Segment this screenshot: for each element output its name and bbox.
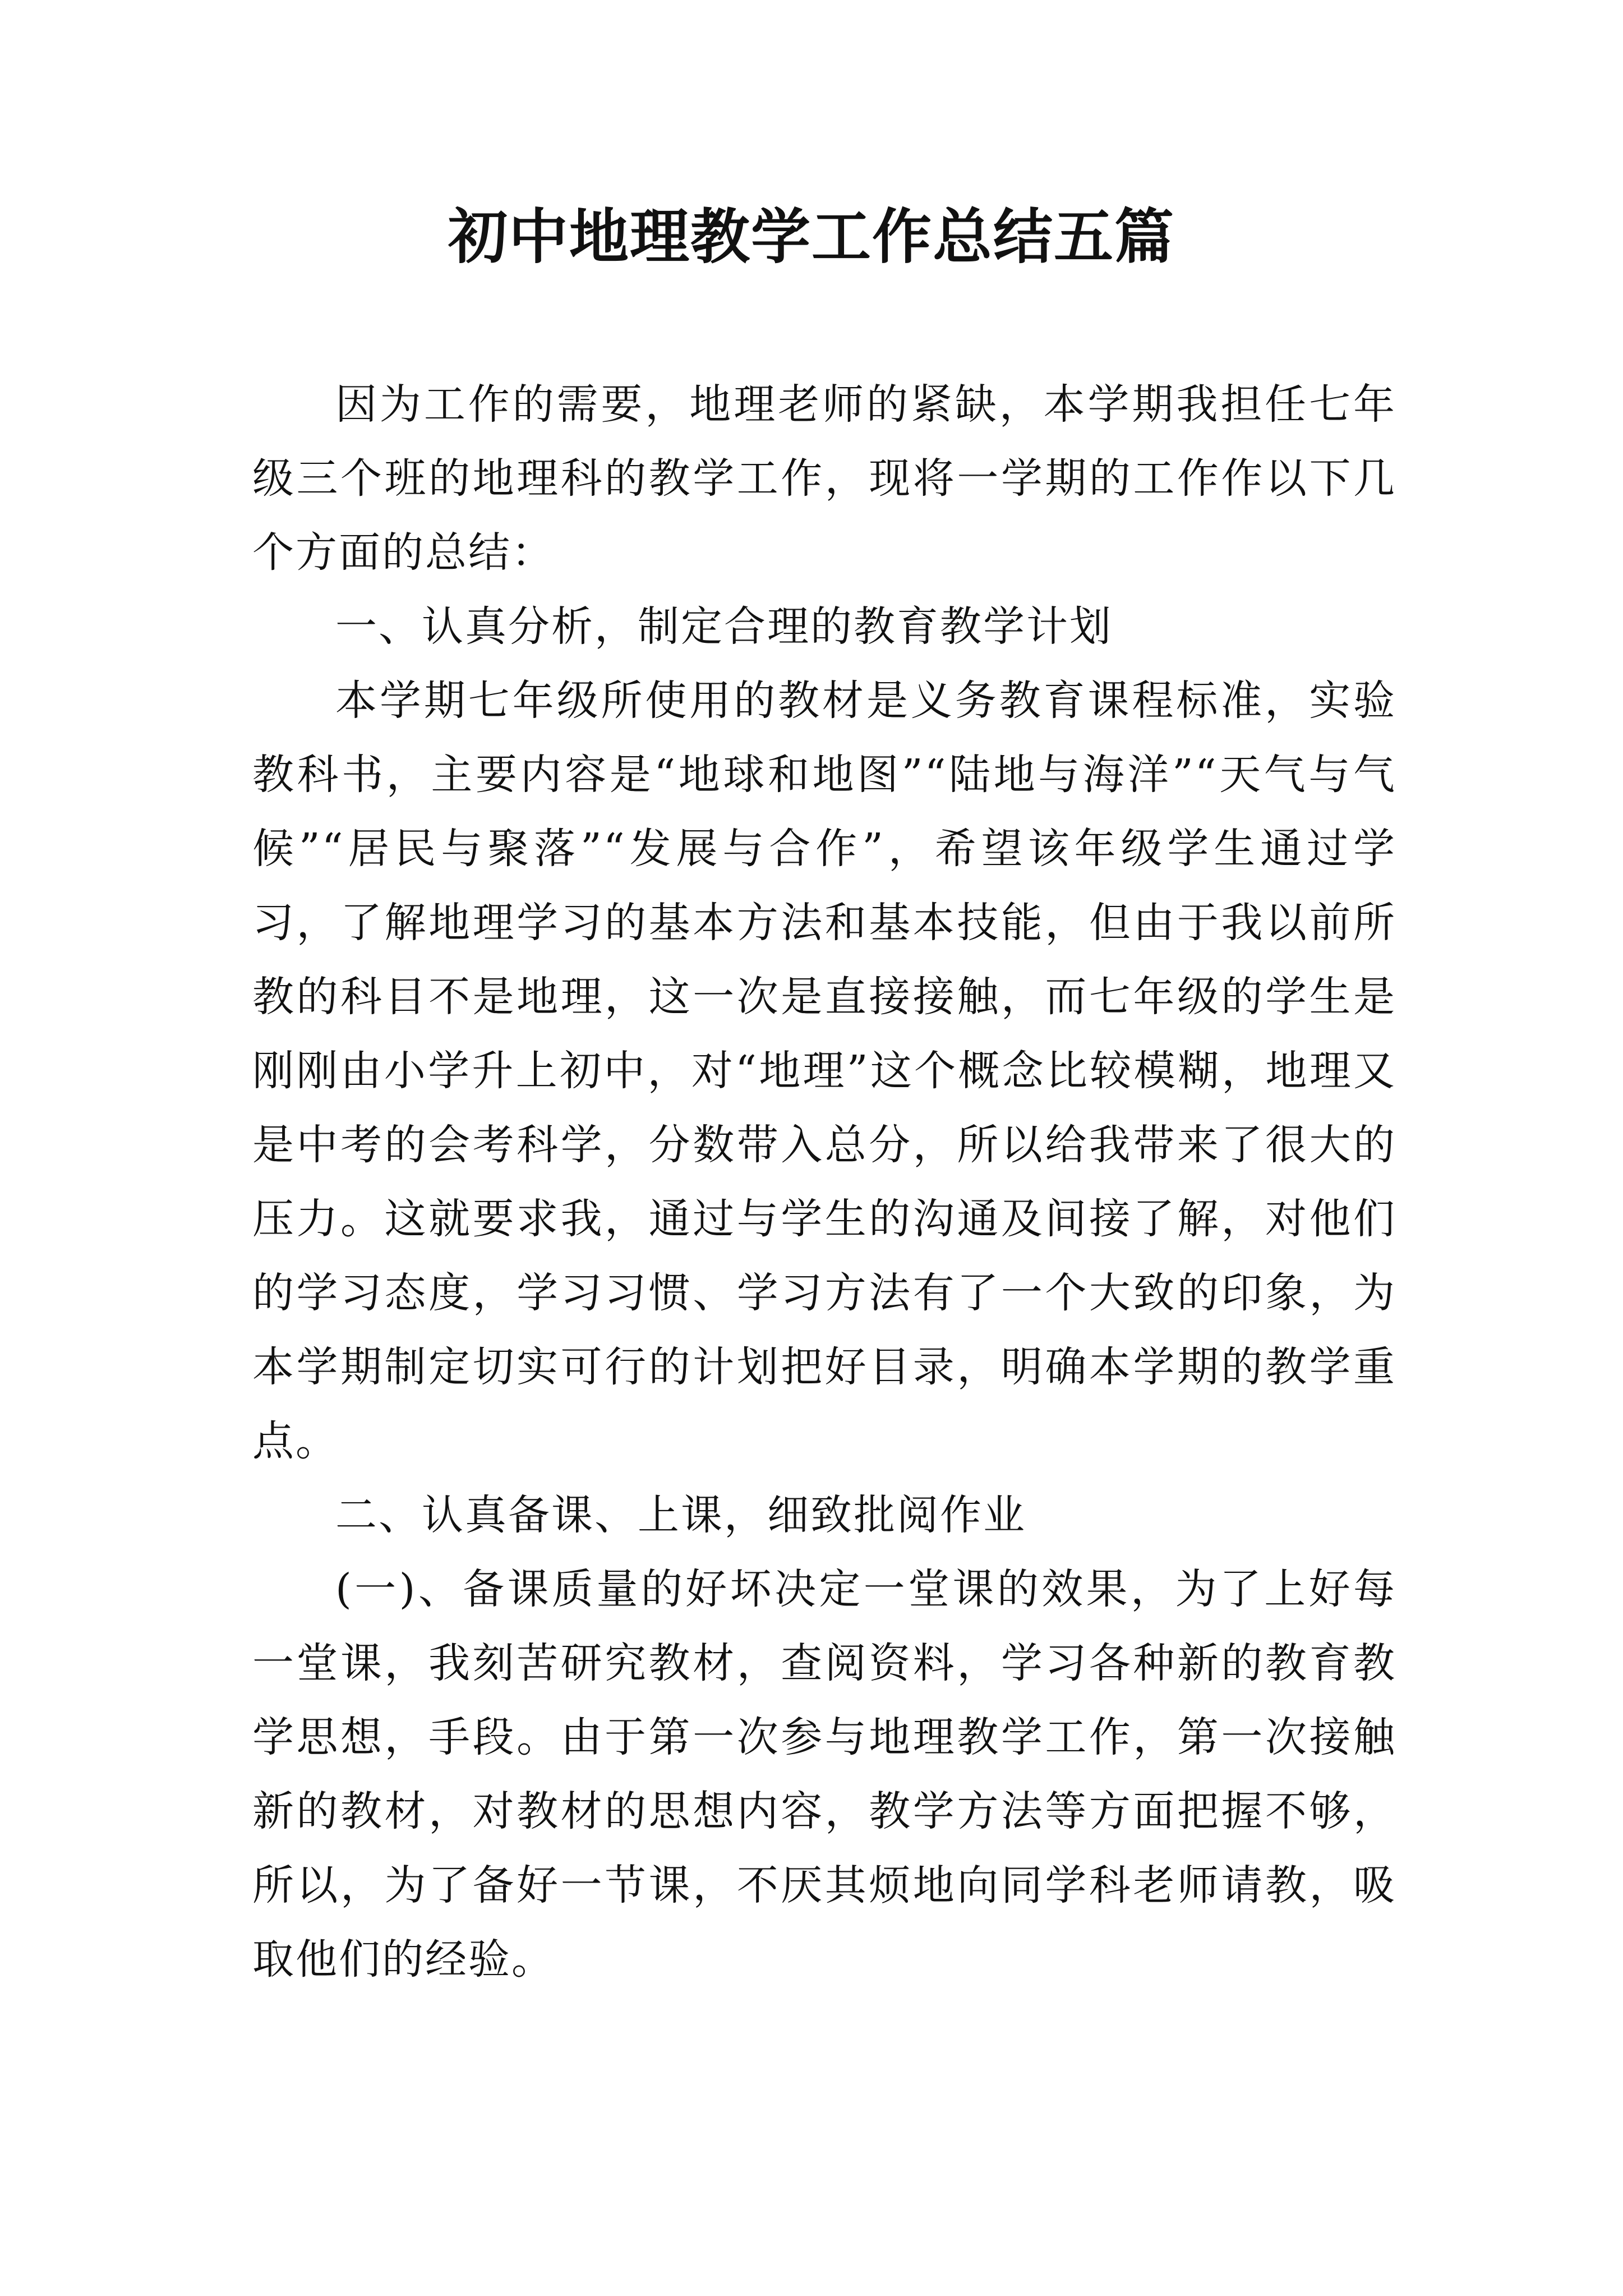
paragraph-intro: 因为工作的需要，地理老师的紧缺，本学期我担任七年级三个班的地理科的教学工作，现将一学期的工作作以下几个方面的总结： bbox=[252, 380, 1396, 577]
section-heading-2: 二、认真备课、上课，细致批阅作业 bbox=[335, 1491, 1026, 1539]
paragraph-section-1: 本学期七年级所使用的教材是义务教育课程标准，实验教科书，主要内容是“地球和地图”“陆地与海洋”“天气与气候”“居民与聚落”“发展与合作”，希望该年级学生通过学习，了解地理学习的基本方法和基本技能，但由于我以前所教的科目不是地理，这一次是直接接触，而七年级的学生是刚刚由小学升上初中，对“地理”这个概念比较模糊，地理又是中考的会考科学，分数带入总分，所以给我带来了很大的压力。这就要求我，通过与学生的沟通及间接了解，对他们的学习态度，学习习惯、学习方法有了一个大致的印象，为本学期制定切实可行的计划把好目录，明确本学期的教学重点。 bbox=[252, 677, 1396, 1465]
section-heading-1: 一、认真分析，制定合理的教育教学计划 bbox=[335, 602, 1113, 651]
paragraph-section-2-1: (一)、备课质量的好坏决定一堂课的效果，为了上好每一堂课，我刻苦研究教材，查阅资料，学习各种新的教育教学思想，手段。由于第一次参与地理教学工作，第一次接触新的教材，对教材的思想内容，教学方法等方面把握不够，所以，为了备好一节课，不厌其烦地向同学科老师请教，吸取他们的经验。 bbox=[252, 1565, 1396, 1984]
document-title: 初中地理教学工作总结五篇 bbox=[448, 201, 1175, 272]
document-body bbox=[252, 367, 1396, 1996]
